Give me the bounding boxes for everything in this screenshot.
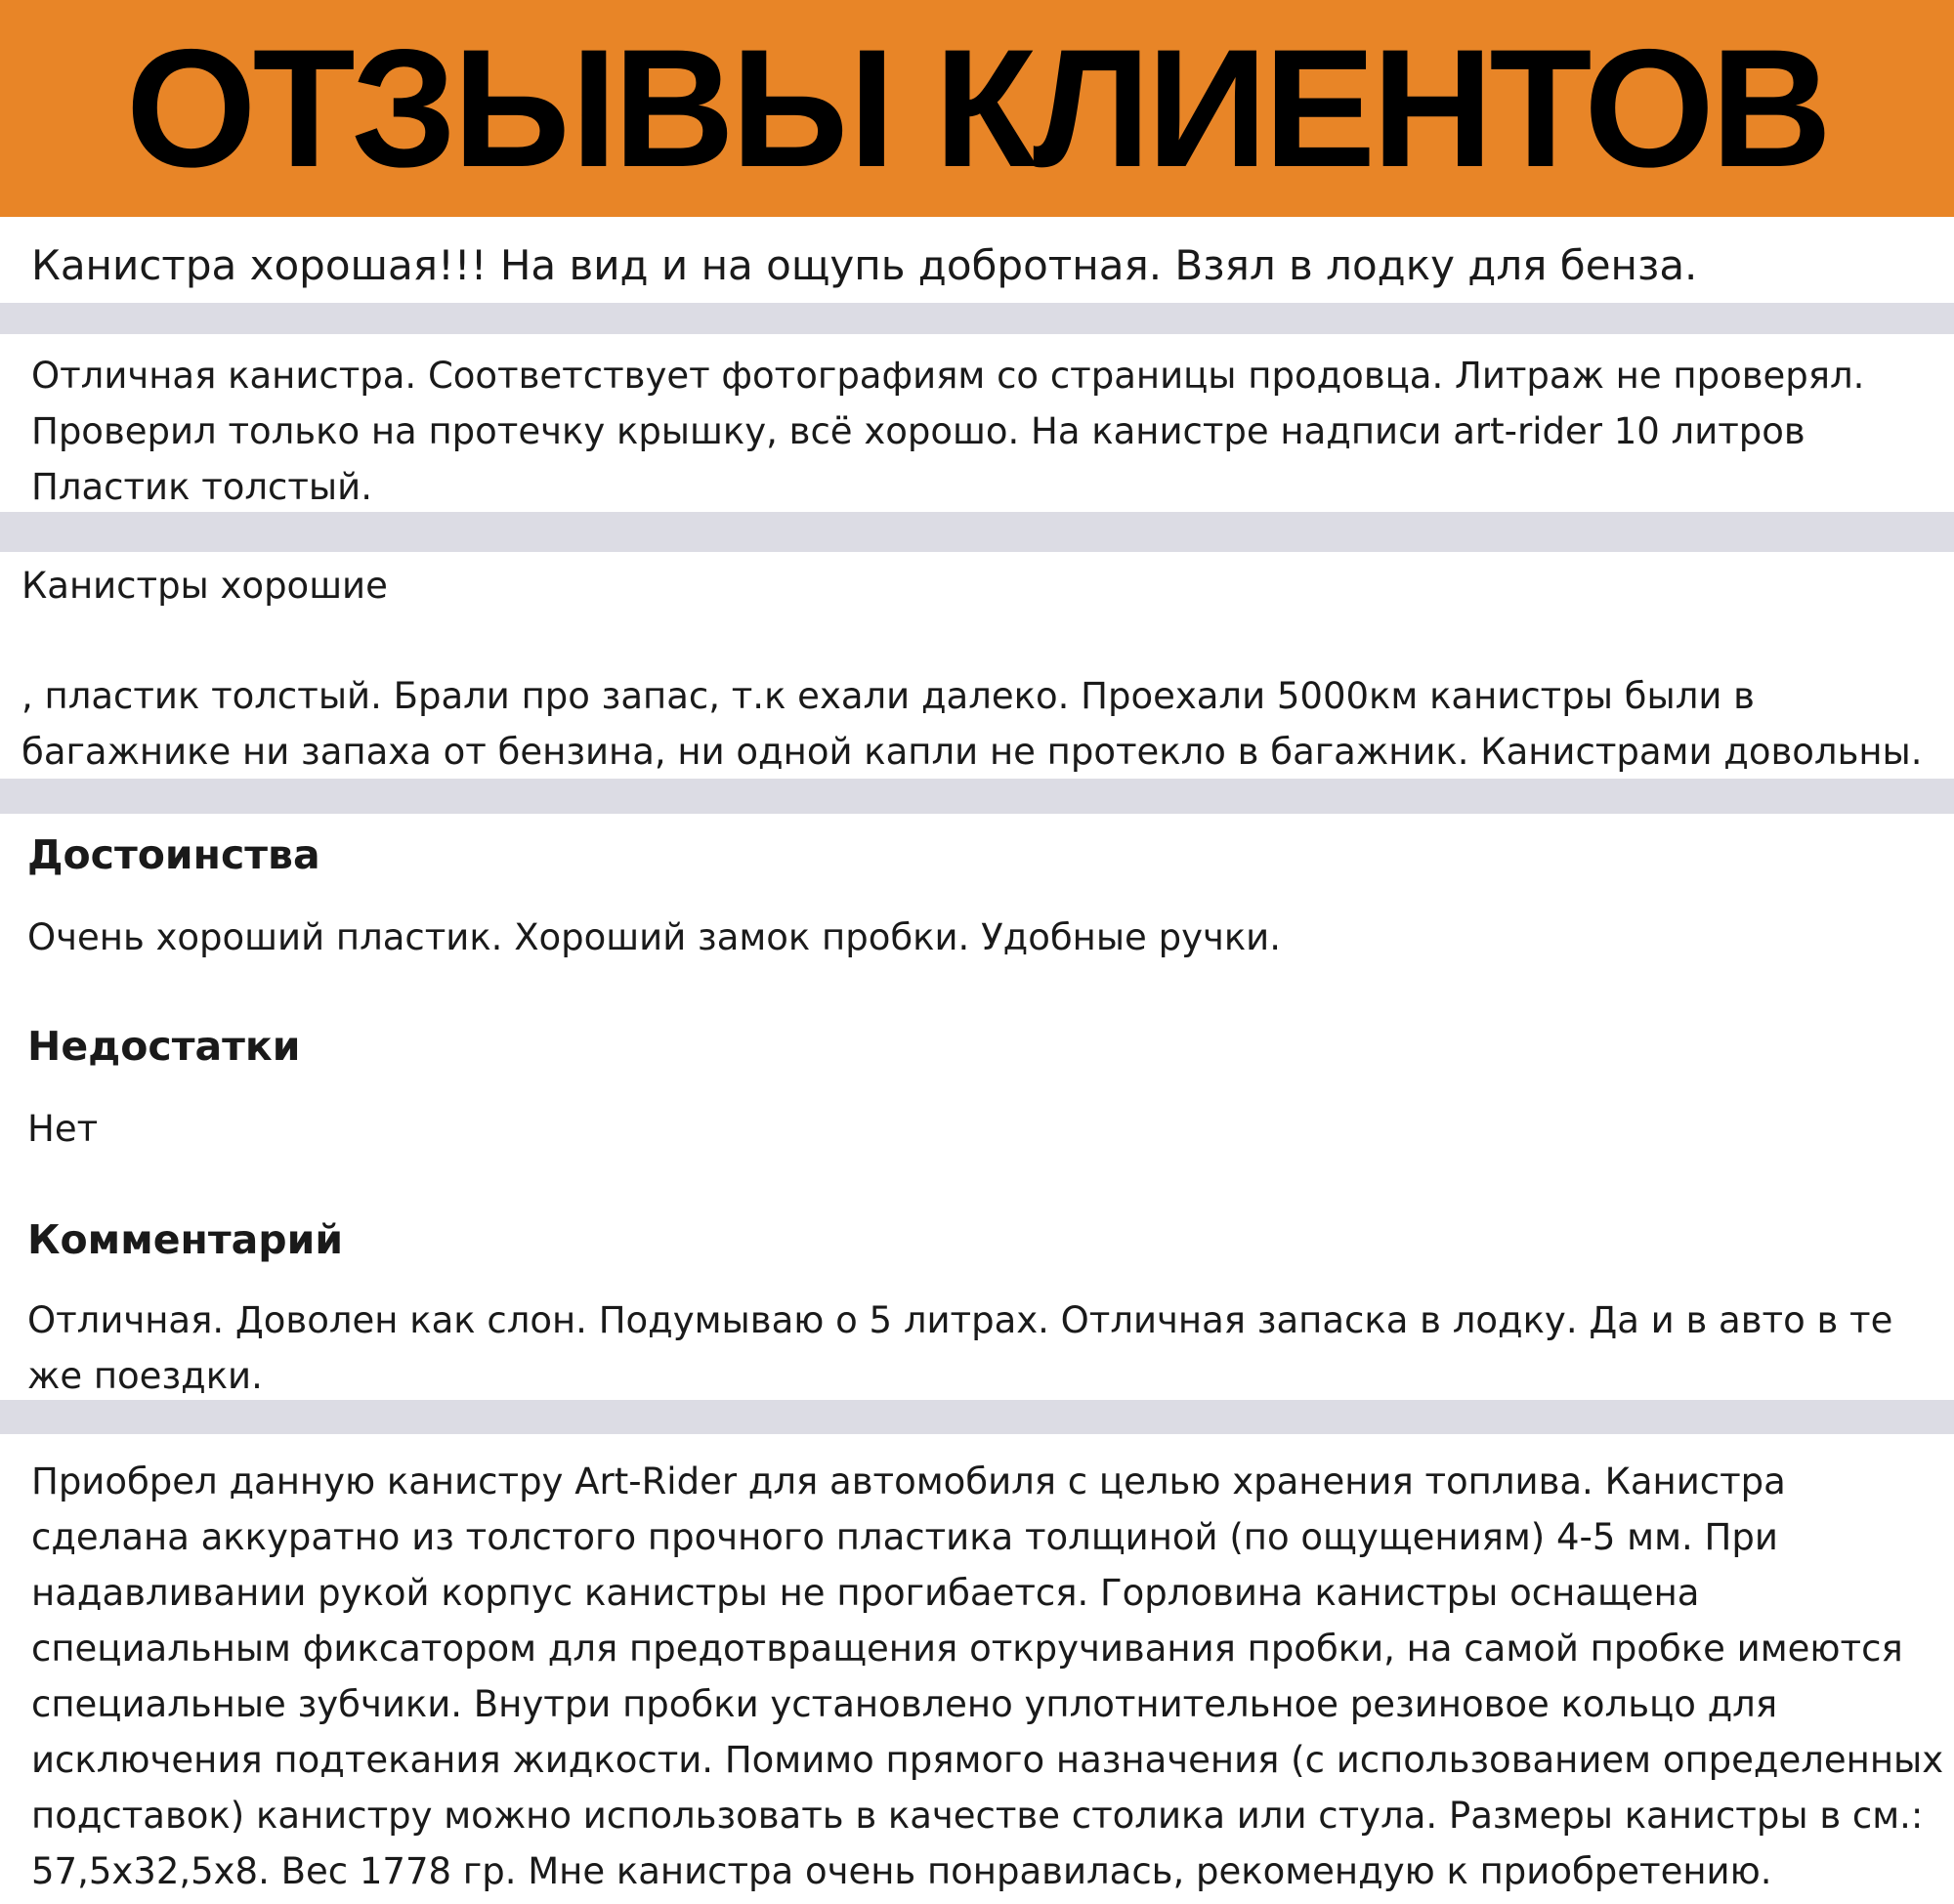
review-5 xyxy=(0,1434,1954,1904)
review-3 xyxy=(0,552,1954,779)
review-text-line-2: , пластик толстый. Брали про запас, т.к ехали далеко. Проехали 5000км канистры были в багажнике ни запаха от бензина, ни одной капли не протекло в багажник. Канистрами довольны. xyxy=(21,675,1923,773)
review-text: Канистра хорошая!!! На вид и на ощупь добротная. Взял в лодку для бенза. xyxy=(31,241,1698,289)
review-4 xyxy=(0,814,1954,1400)
review-separator xyxy=(0,779,1954,814)
comment-heading: Комментарий xyxy=(27,1216,344,1263)
review-1 xyxy=(0,217,1954,303)
review-separator xyxy=(0,512,1954,552)
review-2 xyxy=(0,334,1954,512)
page-title: ОТЗЫВЫ КЛИЕНТОВ xyxy=(125,15,1829,202)
cons-text: Нет xyxy=(27,1108,99,1150)
review-text: Отличная канистра. Соответствует фотографиям со страницы продовца. Литраж не проверял. Проверил только на протечку крышку, всё хорошо. На канистре надписи art-rider 10 литров Пластик толстый. xyxy=(31,355,1865,508)
cons-heading: Недостатки xyxy=(27,1023,301,1070)
review-text-line-1: Канистры хорошие xyxy=(21,565,388,607)
pros-heading: Достоинства xyxy=(27,831,320,878)
review-separator xyxy=(0,1400,1954,1434)
pros-text: Очень хороший пластик. Хороший замок пробки. Удобные ручки. xyxy=(27,916,1281,958)
review-separator xyxy=(0,303,1954,334)
review-text: Приобрел данную канистру Art-Rider для автомобиля с целью хранения топлива. Канистра сделана аккуратно из толстого прочного пластика толщиной (по ощущениям) 4-5 мм. При надавливании рукой корпус канистры не прогибается. Горловина канистры оснащена специальным фиксатором для предотвращения откручивания пробки, на самой пробке имеются специальные зубчики. Внутри пробки установлено уплотнительное резиновое кольцо для исключения подтекания жидкости. Помимо прямого назначения (с использованием определенных подставок) канистру можно использовать в качестве столика или стула. Размеры канистры в см.: 57,5x32,5x8. Вес 1778 гр. Мне канистра очень понравилась, рекомендую к приобретению. xyxy=(31,1460,1944,1892)
comment-text: Отличная. Доволен как слон. Подумываю о 5 литрах. Отличная запаска в лодку. Да и в авто в те же поездки. xyxy=(27,1299,1893,1397)
